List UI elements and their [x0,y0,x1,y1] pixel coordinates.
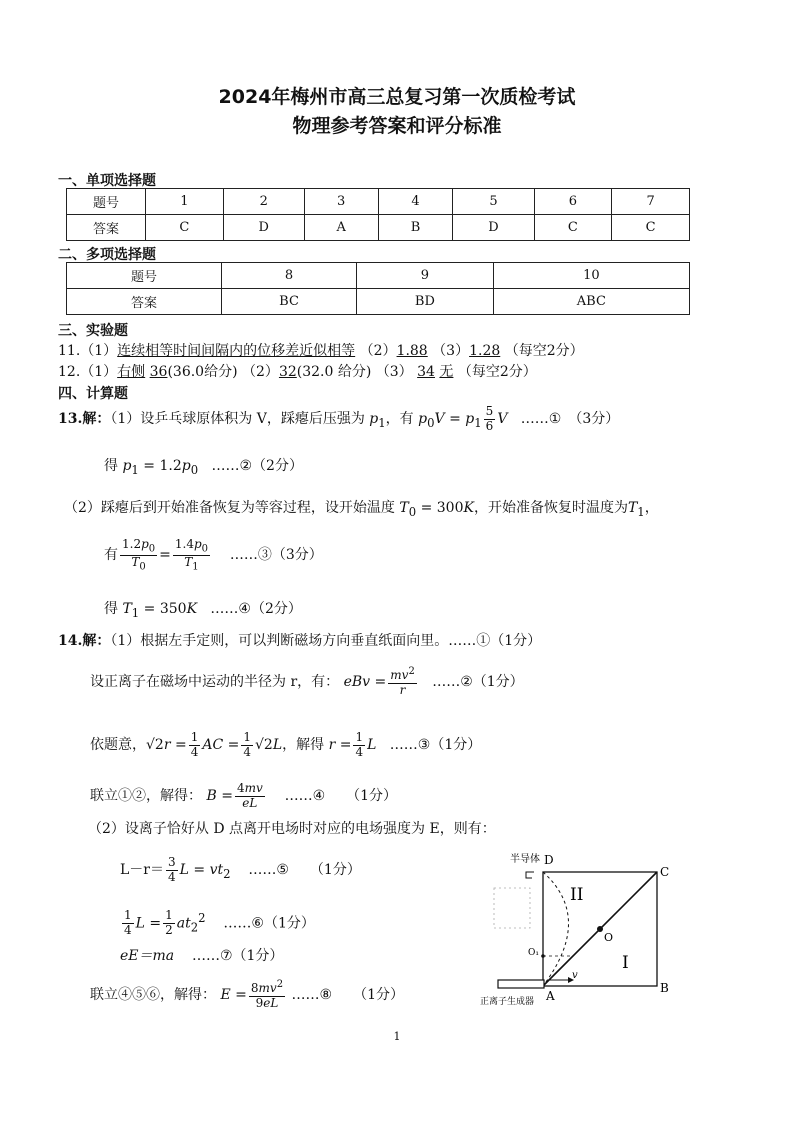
table-row [67,189,690,215]
label-O: O [604,931,614,944]
q12-answer2c: (32.0 给分) [296,364,372,380]
label-region-I: I [622,953,629,973]
q12-answer4: 无 [439,364,454,380]
q14-text9a: 联立④⑤⑥，解得： [90,987,216,1003]
q13-text3: （2）踩瘪后到开始准备恢复为等容过程，设开始温度 [64,500,395,516]
table-cell: 6 [534,189,612,215]
q14-text8b: ……⑦（1分） [191,948,284,964]
q14-text4a: 联立①②，解得： [90,788,202,804]
fraction: $\frac{1}{4}$ [243,729,252,759]
q14-line3: 依题意，√2r = $\frac{1}{4}$ AC = $\frac{1}{4}$ √2L，解得 r = $\frac{1}{4}$ L ……③（1分） [90,729,482,759]
table-cell: C [612,215,690,241]
table-cell: 题号 [67,263,222,289]
q13-line5: 得 $T_1 = 350K$ ……④（2分） [104,601,302,620]
table-cell: 题号 [67,189,146,215]
table-cell: C [534,215,612,241]
single-choice-table [66,188,690,241]
section1-heading: 一、单项选择题 [58,173,156,189]
q11-answer2: 1.88 [396,343,428,359]
q11-answer1: 连续相等时间间隔内的位移差近似相等 [117,343,356,359]
section3-heading: 三、实验题 [58,323,128,339]
table-cell: C [146,215,224,241]
page-title: 2024年梅州市高三总复习第一次质检考试 [218,86,576,108]
fraction: $\frac{4mv}{eL}$ [236,780,263,810]
table-cell: D [223,215,304,241]
table-cell: BD [357,289,494,315]
q14-line8 [120,945,283,965]
table-cell: BC [222,289,357,315]
q14-text5: （2）设离子恰好从 D 点离开电场时对应的电场强度为 E，则有： [88,821,496,837]
q14-text3c: ……③（1分） [389,737,482,753]
q14-line4: 联立①②，解得： B = $\frac{4mv}{eL}$ ……④ （1分） [90,780,398,810]
label-O1: O₁ [528,948,539,958]
semiconductor-block [494,888,530,928]
q11-p2: （2） [359,343,397,359]
q13-line3: （2）踩瘪后到开始准备恢复为等容过程，设开始温度 $T_0 = 300K$，开始准备恢复时温度为$T_1$， [64,500,659,519]
q14-text3b: ，解得 [282,737,325,753]
table-cell: 4 [378,189,453,215]
ion-generator [498,980,544,988]
table-cell: 7 [612,189,690,215]
field-diagram [476,848,676,1008]
table-cell: D [453,215,534,241]
q12-p3: （3） [375,364,413,380]
center-point-O1 [541,954,545,958]
fraction: $\frac{8mv^2}{9eL}$ [250,979,284,1010]
q14-line2: 设正离子在磁场中运动的半径为 r，有： eBv = $\frac{mv^2}{r}$ ……②（1分） [90,666,524,697]
q14-text9b: ……⑧ （1分） [291,987,404,1003]
fraction: $\frac{1}{4}$ [124,908,132,938]
q13-line1: 13.解：（1）设乒乓球原体积为 V，踩瘪后压强为 $p_1$，有 $p_0V = p_1$ $\frac{5}{6}$ V ……① （3分） [58,403,620,433]
table-row [67,289,690,315]
q14-text8a: eE＝ma [120,948,175,964]
center-point-O [597,926,603,932]
table-cell: ABC [493,289,689,315]
q12-prefix: 12.（1） [58,364,118,380]
q14-text2: 设正离子在磁场中运动的半径为 r，有： [90,674,340,690]
q14-text3a: 依题意， [90,737,146,753]
fraction: $\frac{1}{4}$ [190,729,199,759]
q12-answer1c: (36.0给分) [167,364,238,380]
label-semiconductor: 半导体 [510,854,540,865]
q13-text1: （1）设乒乓球原体积为 V，踩瘪后压强为 [110,411,365,427]
table-cell: 9 [357,263,494,289]
q13-text2b: ……②（2分） [211,458,303,474]
table-cell: 答案 [67,215,146,241]
semiconductor-connector [526,872,534,878]
q13-text4b: ……③（3分） [229,547,323,563]
fraction: $\frac{3}{4}$ [168,854,176,884]
label-D: D [544,853,554,867]
q12-note: （每空2分） [457,364,537,380]
fraction: $\frac{1}{4}$ [355,729,364,759]
label-A: A [546,989,555,1003]
q14-line5 [88,818,496,838]
table-cell: 2 [223,189,304,215]
q13-label: 13.解： [58,411,111,427]
fraction: $\frac{1.2p_0}{T_0}$ [122,536,156,572]
label-C: C [660,865,670,879]
table-cell: 8 [222,263,357,289]
table-cell: A [304,215,378,241]
q13-text2a: 得 [104,458,118,474]
q12-p2: （2） [242,364,279,380]
q14-text6b: ……⑤ （1分） [248,862,361,878]
fraction: $\frac{1.4p_0}{T_1}$ [174,536,209,572]
table-cell: 答案 [67,289,222,315]
table-cell: 10 [493,263,689,289]
table-row [67,263,690,289]
table-cell: B [378,215,453,241]
q12-answer1b: 36 [149,364,168,380]
arc-path [543,872,569,986]
q11-p3: （3） [432,343,470,359]
q12-line [58,361,537,381]
fraction: $\frac{5}{6}$ [485,403,494,433]
q13-text1c: ……① （3分） [520,411,620,427]
q13-text5b: ……④（2分） [210,601,302,617]
q13-line4: 有 $\frac{1.2p_0}{T_0}$ = $\frac{1.4p_0}{T_1}$ ……③（3分） [104,536,323,572]
fraction: $\frac{mv^2}{r}$ [390,666,415,697]
q11-note: （每空2分） [504,343,584,359]
page-number: 1 [393,1030,401,1043]
q13-text4a: 有 [104,547,118,563]
q13-line2: 得 $p_1 = 1.2p_0$ ……②（2分） [104,458,303,477]
q14-label: 14.解： [58,633,111,649]
table-cell: 5 [453,189,534,215]
q13-text5a: 得 [104,601,118,617]
label-generator: 正离子生成器 [480,997,535,1007]
q12-answer3: 34 [417,364,435,380]
q14-text1: （1）根据左手定则，可以判断磁场方向垂直纸面向里。……①（1分） [110,633,542,649]
q11-line [58,340,584,360]
q14-text4b: ……④ （1分） [284,788,398,804]
table-row [67,215,690,241]
label-v: v [572,970,578,981]
q11-prefix: 11.（1） [58,343,118,359]
q14-line9: 联立④⑤⑥，解得： E = $\frac{8mv^2}{9eL}$ ……⑧ （1分） [90,979,404,1010]
q14-text7b: ……⑥（1分） [223,915,315,932]
multi-choice-table [66,262,690,315]
q14-line1 [58,630,541,650]
label-B: B [660,981,669,995]
table-cell: 3 [304,189,378,215]
q14-line7: $\frac{1}{4}$ L = $\frac{1}{2}$ $at_2^2$ ……⑥（1分） [124,908,315,938]
q14-line6: L－r＝ $\frac{3}{4}$ $L = vt_2$ ……⑤ （1分） [120,854,361,884]
q13-text1b: ，有 [385,411,414,427]
q12-answer2: 32 [278,364,297,380]
q14-text2b: ……②（1分） [432,674,524,690]
label-region-II: II [570,885,584,905]
q11-answer3: 1.28 [469,343,501,359]
q13-text3b: ，开始准备恢复时温度为 [473,500,628,516]
q12-answer1: 右侧 [117,364,146,380]
table-cell: 1 [146,189,224,215]
section2-heading: 二、多项选择题 [58,247,156,263]
q14-text6a: L－r＝ [120,862,164,878]
page-subtitle: 物理参考答案和评分标准 [292,115,502,137]
section4-heading: 四、计算题 [58,386,128,402]
fraction: $\frac{1}{2}$ [165,908,173,938]
